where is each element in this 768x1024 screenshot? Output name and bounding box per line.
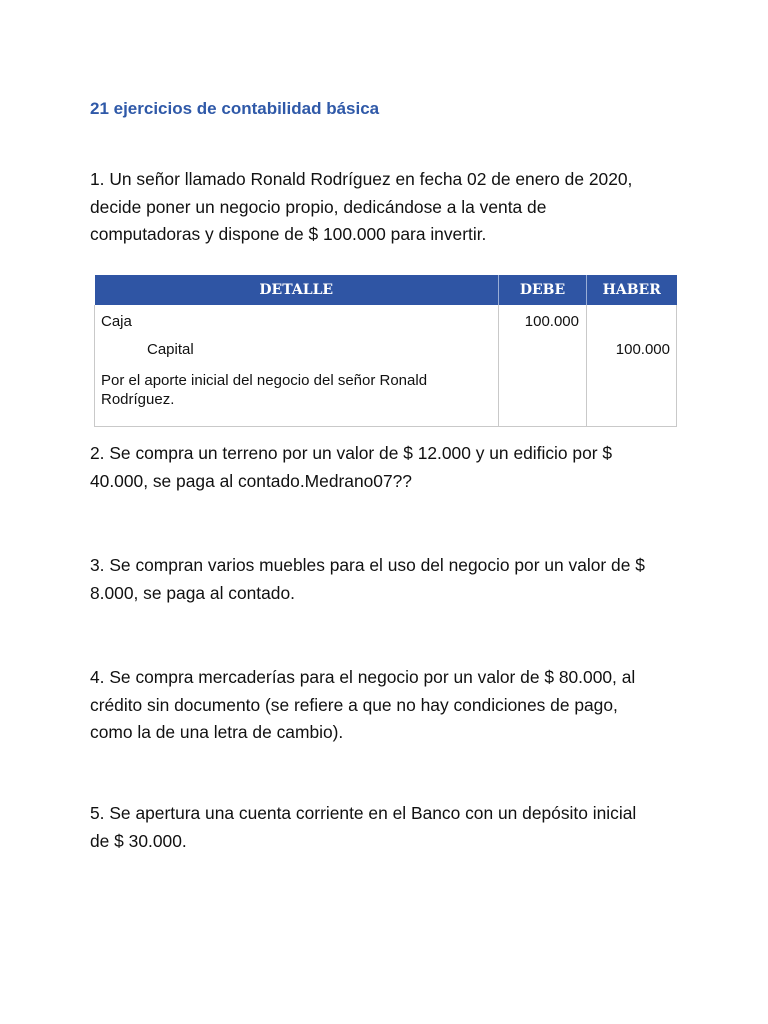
exercise-2-line-2: 40.000, se paga al contado.Medrano07?? bbox=[90, 470, 412, 491]
row-debe-capital bbox=[499, 335, 587, 367]
ledger-row bbox=[95, 335, 677, 367]
row-haber-caja bbox=[587, 305, 677, 335]
glosa-haber-empty bbox=[587, 367, 677, 427]
header-haber: HABER bbox=[587, 275, 677, 305]
row-detail-caja: Caja bbox=[95, 305, 499, 335]
exercise-2 bbox=[90, 440, 612, 495]
glosa-line-1: Por el aporte inicial del negocio del señor Ronald bbox=[101, 372, 428, 389]
ledger-row bbox=[95, 305, 677, 335]
glosa-line-2: Rodríguez. bbox=[101, 391, 175, 408]
exercise-4-line-1: 4. Se compra mercaderías para el negocio por un valor de $ 80.000, al bbox=[90, 667, 636, 687]
ledger-glosa-row bbox=[95, 367, 677, 427]
exercise-5-line-2: de $ 30.000. bbox=[90, 830, 187, 851]
exercise-3-line-1: 3. Se compran varios muebles para el uso del negocio por un valor de $ bbox=[90, 555, 645, 575]
header-detalle: DETALLE bbox=[95, 275, 499, 305]
exercise-5 bbox=[90, 800, 636, 855]
ledger-header-row bbox=[95, 275, 677, 305]
exercise-3-line-2: 8.000, se paga al contado. bbox=[90, 582, 295, 603]
exercise-1 bbox=[90, 166, 632, 249]
row-debe-caja: 100.000 bbox=[499, 305, 587, 335]
exercise-1-line-3: computadoras y dispone de $ 100.000 para invertir. bbox=[90, 224, 487, 244]
ledger-table bbox=[94, 275, 677, 427]
exercise-1-line-2: decide poner un negocio propio, dedicándose a la venta de bbox=[90, 196, 547, 217]
glosa-debe-empty bbox=[499, 367, 587, 427]
exercise-1-line-1: 1. Un señor llamado Ronald Rodríguez en fecha 02 de enero de 2020, bbox=[90, 169, 633, 189]
row-detail-capital: Capital bbox=[95, 335, 499, 367]
document-title: 21 ejercicios de contabilidad básica bbox=[90, 99, 380, 118]
row-haber-capital: 100.000 bbox=[587, 335, 677, 367]
exercise-4 bbox=[90, 664, 635, 747]
exercise-4-line-2: crédito sin documento (se refiere a que no hay condiciones de pago, bbox=[90, 694, 618, 715]
exercise-2-line-1: 2. Se compra un terreno por un valor de $ 12.000 y un edificio por $ bbox=[90, 443, 613, 463]
exercise-3 bbox=[90, 552, 645, 607]
ledger-glosa bbox=[95, 367, 499, 427]
header-debe: DEBE bbox=[499, 275, 587, 305]
exercise-5-line-1: 5. Se apertura una cuenta corriente en el Banco con un depósito inicial bbox=[90, 803, 637, 823]
exercise-4-line-3: como la de una letra de cambio). bbox=[90, 722, 344, 742]
